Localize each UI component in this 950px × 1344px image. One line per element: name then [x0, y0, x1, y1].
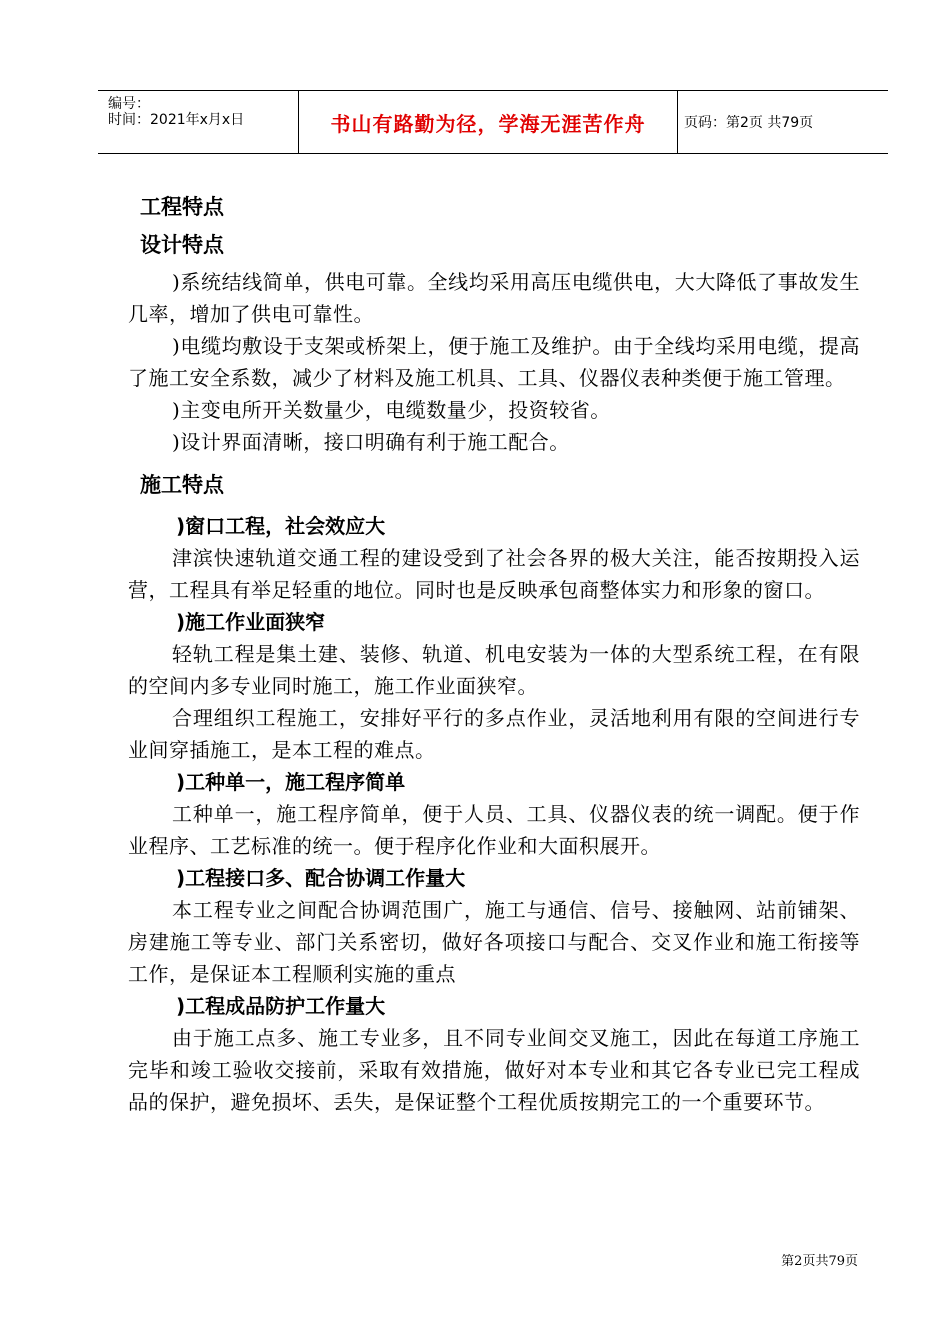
design-heading: 设计特点 — [140, 233, 224, 257]
construction-paragraph: 本工程专业之间配合协调范围广，施工与通信、信号、接触网、站前铺架、房建施工等专业、部门关系密切，做好各项接口与配合、交叉作业和施工衔接等工作，是保证本工程顺利实施的重点 — [128, 898, 860, 986]
construction-paragraph: 工种单一，施工程序简单，便于人员、工具、仪器仪表的统一调配。便于作业程序、工艺标准的统一。便于程序化作业和大面积展开。 — [128, 802, 860, 858]
header-motto-cell — [299, 91, 678, 153]
header-info-cell — [98, 91, 299, 153]
construction-paragraph: 由于施工点多、施工专业多，且不同专业间交叉施工，因此在每道工序施工完毕和竣工验收交接前，采取有效措施，做好对本专业和其它各专业已完工程成品的保护，避免损坏、丢失，是保证整个工程优质按期完工的一个重要环节。 — [128, 1026, 860, 1114]
document-body — [128, 182, 860, 1118]
page-footer: 第2页共79页 — [781, 1254, 858, 1269]
construction-subheading: )工程成品防护工作量大 — [176, 994, 386, 1018]
construction-subheading: )窗口工程，社会效应大 — [176, 514, 386, 538]
design-paragraph: )主变电所开关数量少，电缆数量少，投资较省。 — [172, 398, 611, 422]
design-paragraph: )设计界面清晰，接口明确有利于施工配合。 — [172, 430, 570, 454]
construction-paragraph: 轻轨工程是集土建、装修、轨道、机电安装为一体的大型系统工程，在有限的空间内多专业同时施工，施工作业面狭窄。 — [128, 642, 860, 698]
construction-paragraph: 合理组织工程施工，安排好平行的多点作业，灵活地利用有限的空间进行专业间穿插施工，是本工程的难点。 — [128, 706, 860, 762]
construction-subheading: )工程接口多、配合协调工作量大 — [176, 866, 466, 890]
design-paragraph: )系统结线简单，供电可靠。全线均采用高压电缆供电，大大降低了事故发生几率，增加了供电可靠性。 — [128, 270, 860, 326]
motto-text: 书山有路勤为径，学海无涯苦作舟 — [330, 111, 646, 136]
document-number: 编号： — [108, 96, 150, 112]
page-code: 页码：第2页 共79页 — [684, 115, 814, 131]
construction-paragraph: 津滨快速轨道交通工程的建设受到了社会各界的极大关注，能否按期投入运营，工程具有举足轻重的地位。同时也是反映承包商整体实力和形象的窗口。 — [128, 546, 860, 602]
header-page-cell — [678, 91, 888, 153]
construction-subheading: )施工作业面狭窄 — [176, 610, 326, 634]
construction-subheading: )工种单一，施工程序简单 — [176, 770, 406, 794]
main-heading: 工程特点 — [140, 195, 224, 219]
design-paragraph: )电缆均敷设于支架或桥架上，便于施工及维护。由于全线均采用电缆，提高了施工安全系数，减少了材料及施工机具、工具、仪器仪表种类便于施工管理。 — [128, 334, 860, 390]
header-table — [98, 90, 888, 154]
document-time: 时间：2021年x月x日 — [108, 112, 245, 128]
construction-heading: 施工特点 — [140, 473, 224, 497]
